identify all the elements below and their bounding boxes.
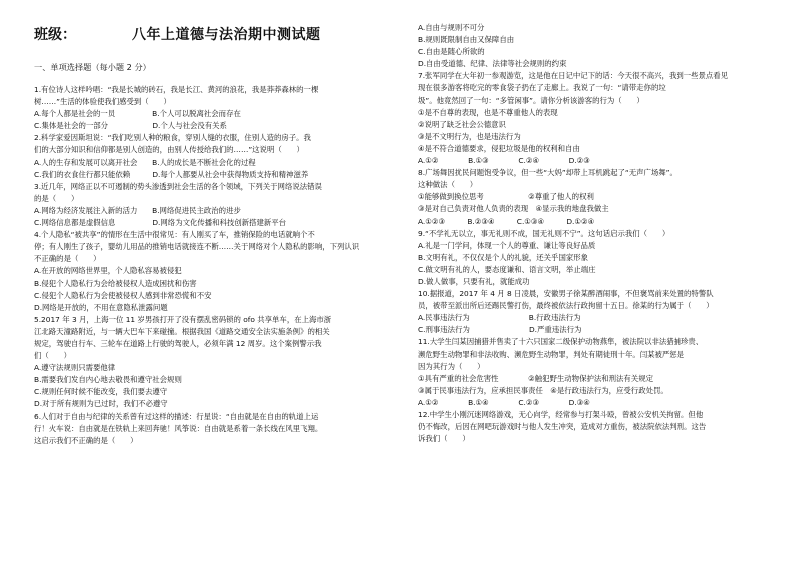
question-line: A.民事违法行为 B.行政违法行为	[418, 313, 581, 323]
question-line: 圾”。他竟然回了一句：“多管闲事”。请你分析该游客的行为（ ）	[418, 95, 644, 105]
question-line: 规定，驾驶自行车、三轮车在道路上行驶的驾驶人，必须年满 12 周岁。这个案例警示我	[34, 338, 322, 348]
question-line: 江北路天潼路附近，与一辆大巴车下来碰撞。根据我国《道路交通安全法实施条例》的相关	[34, 326, 330, 336]
question-line: D.做人做事，只要有礼，就能成功	[418, 276, 530, 286]
question-line: ③属于民事违法行为，应承担民事责任 ④是行政违法行为，应受行政处罚。	[418, 385, 668, 395]
question-line: 3.近几年，网络正以不可遏制的势头渗透到社会生活的各个领域，下列关于网络说法错误	[34, 181, 322, 191]
exam-header	[34, 24, 394, 48]
question-line: C.侵犯个人隐私行为会使被侵权人感到非常恐慌和不安	[34, 290, 212, 300]
question-line: 12.中学生小刚沉迷网络游戏，无心向学，经常参与打架斗殴，曾被公安机关拘留。但他	[418, 410, 704, 419]
question-line: 们的大部分知识和信仰都是别人创造的，由别人传授给我们的……”这说明（ ）	[34, 145, 304, 155]
section-title: 一、单项选择题（每小题 2 分）	[34, 62, 151, 72]
question-line: 停；有人刚生了孩子，婴幼儿用品的推销电话就接连不断……关于网络对个人隐私的影响，下列认识	[34, 242, 360, 252]
question-line: A.网络为经济发展注入新的活力 B.网络促进民主政治的进步	[34, 205, 241, 215]
question-line: 不正确的是（ ）	[34, 254, 101, 264]
question-line: 8.广场舞因扰民问题饱受争议，但一些“大妈”却带上耳机跳起了“无声广场舞”。	[418, 168, 677, 178]
question-line: A.礼是一门学问，体现一个人的尊重、谦让等良好品质	[418, 240, 596, 250]
question-line: ③是对自己负责对他人负责的表现 ④显示我的地盘我做主	[418, 204, 609, 214]
question-line: A.①② B.①③ C.②④ D.②③	[418, 156, 590, 166]
question-line: A.自由与规则不可分	[418, 23, 485, 32]
question-line: D.对于所有规则为已过时，我们不必遵守	[34, 399, 168, 409]
question-line: D.网络是开放的，不用在意隐私泄露问题	[34, 302, 168, 312]
question-line: ①能够做到换位思考 ②尊重了他人的权利	[418, 192, 594, 202]
question-line: C.我们的衣食住行都只能依赖 D.每个人都要从社会中获得物质支持和精神滋养	[34, 169, 309, 179]
question-line: ②说明了缺乏社会公德意识	[418, 119, 506, 129]
question-line: 10.据报道，2017 年 4 月 8 日凌晨，安徽男子徐某醉酒闹事，不但褒骂前来处置的特警队	[418, 289, 714, 299]
question-line: 11.大学生闫某因捕猎并售卖了十六只国家二级保护动物燕隼，被法院以非法猎捕珍贵、	[418, 337, 704, 347]
question-line: 1.有位诗人这样吟唱：“我是长城的砖石，我是长江、黄河的浪花，我是莽莽森林的一棵	[34, 85, 319, 94]
question-line: 7.张军同学在大年初一参观游览，这是他在日记中记下的话：今天很不高兴，我到一些景点看见	[418, 71, 729, 81]
class-label: 班级：	[34, 27, 76, 43]
question-line: A.在开放的网络世界里，个人隐私容易被侵犯	[34, 266, 182, 276]
question-line: C.集体是社会的一部分 D.个人与社会没有关系	[34, 121, 227, 131]
question-line: B.规则既限制自由又保障自由	[418, 35, 515, 45]
question-line: 现在很多游客将吃完的零食袋子扔在了走廊上。我说了一句：“请带走你的垃	[418, 83, 666, 93]
question-line: 这启示我们不正确的是（ ）	[34, 435, 138, 445]
question-line: C.网络信息都是虚假信息 D.网络为文化传播和科技创新搭建新平台	[34, 218, 287, 228]
question-line: D.自由受道德、纪律、法律等社会规则的约束	[418, 59, 567, 69]
question-line: A.①② B.①④ C.②③ D.③④	[418, 397, 590, 407]
question-line: 的是（ ）	[34, 193, 79, 203]
question-line: C.刑事违法行为 D.严重违法行为	[418, 325, 582, 335]
question-line: C.自由是随心所欲的	[418, 47, 485, 57]
question-line: ④是不符合道德要求，侵犯垃圾是他的权利和自由	[418, 143, 580, 153]
left-question-text	[34, 84, 404, 447]
question-line: ①具有严重的社会危害性 ②触犯野生动物保护法和刑法有关规定	[418, 373, 653, 383]
question-line: 仍不悔改，后因在网吧玩游戏时与他人发生冲突，造成对方重伤，被法院依法判刑。这告	[418, 422, 707, 432]
question-line: 濒危野生动物罪和非法收购、濒危野生动物罪，判处有期徒刑十年。闫某被严惩是	[418, 349, 685, 359]
question-line: 2.科学家爱因斯坦说：“我们吃别人种的粮食，穿别人缝的衣服，住别人造的房子。我	[34, 133, 311, 143]
question-line: 行！火车说：自由就是在铁轨上来回奔驰！风筝说：自由就是系着一条长线在风里飞翔。	[34, 423, 323, 433]
question-line: 9.“不学礼无以立，事无礼则不成，国无礼则不宁”。这句话启示我们（ ）	[418, 228, 670, 238]
question-line: 因为其行为（ ）	[418, 361, 485, 371]
question-line: 这种做法（ ）	[418, 180, 478, 190]
question-line: A.遵守法规则只需要他律	[34, 363, 116, 373]
question-line: 诉我们（ ）	[418, 434, 470, 444]
question-line: A.每个人都是社会的一员 B.个人可以脱离社会而存在	[34, 109, 241, 119]
question-line: 们（ ）	[34, 351, 71, 361]
question-line: 员，被带至派出所后还踢民警打伤，最终被依法行政拘留十五日。徐某的行为属于（ ）	[418, 301, 714, 311]
question-line: B.需要我们发自内心地去敬畏和遵守社会规则	[34, 375, 182, 385]
question-line: ③是不文明行为，也是违法行为	[418, 131, 521, 141]
question-line: A.①②③ B.②③④ C.①③④ D.①②④	[418, 216, 595, 226]
question-line: ①是不自尊的表现，也是不尊重他人的表现	[418, 107, 558, 117]
right-question-text	[418, 22, 770, 445]
question-line: A.人的生存和发展可以离开社会 B.人的成长是不断社会化的过程	[34, 157, 256, 167]
exam-title: 八年上道德与法治期中测试题	[132, 27, 321, 43]
question-line: C.规则任何时候不能改变，我们要去遵守	[34, 387, 168, 397]
question-line: 5.2017 年 3 月，上海一位 11 岁男孩打开了没有摆乱密码锁的 ofo 共享单车，在上海市浙	[34, 314, 332, 324]
question-line: 树……”生活的体验使我们感受到（ ）	[34, 97, 171, 107]
question-line: B.文明有礼，不仅仅是个人的礼貌，还关乎国家形象	[418, 252, 589, 262]
question-line: 4.个人隐私“被共享”的情形在生活中很常见：有人刚买了车，推销保险的电话就响个不	[34, 230, 315, 240]
question-line: B.侵犯个人隐私行为会给被侵权人造成困扰和伤害	[34, 278, 197, 288]
question-line: C.做文明有礼的人，要态度谦和、语言文明，举止端庄	[418, 264, 596, 274]
question-line: 6.人们对于自由与纪律的关系曾有过这样的描述：行星说：“自由就是在自由的轨道上运	[34, 411, 319, 421]
